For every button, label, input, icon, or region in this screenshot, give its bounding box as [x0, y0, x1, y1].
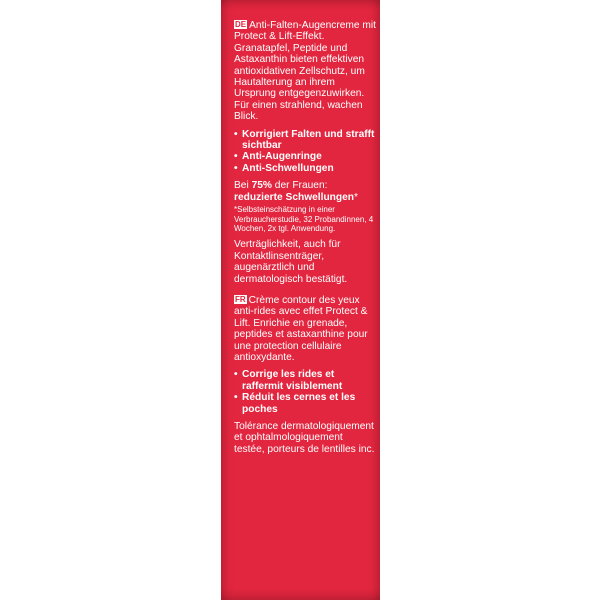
fr-benefit-item: • Corrige les rides et raffermit visiblement [234, 369, 376, 392]
de-claim [234, 180, 376, 203]
de-claim-suffix: * [354, 191, 358, 203]
panel-top-shade [221, 0, 380, 10]
de-claim-bold: reduzierte Schwellungen [234, 191, 355, 203]
de-footnote: *Selbsteinschätzung in einer Verbraucherstudie, 32 Probandinnen, 4 Wochen, 2x tgl. Anwendung. [234, 205, 374, 233]
fr-language-badge: FR [235, 294, 246, 304]
de-claim-prefix: Bei [234, 180, 252, 192]
fr-tolerance-text: Tolérance dermatologiquement et ophtalmologiquement testée, porteurs de lentilles inc. [234, 421, 375, 455]
fr-benefit-item: • Réduit les cernes et les poches [234, 392, 376, 415]
de-claim-middle: der Frauen: [271, 180, 328, 192]
de-intro-text: Anti-Falten-Augencreme mit Protect & Lift-Effekt. Granatapfel, Peptide und Astaxanthin bieten effektiven antioxidativen Zellschutz, um Hautalterung an ihrem Ursprung entgegenzuwirken. Für einen strahlend, wachen Blick. [234, 20, 376, 123]
panel-text [234, 20, 376, 461]
fr-intro-text: Crème contour des yeux anti-rides avec effet Protect & Lift. Enrichie en grenade, peptides et astaxanthine pour une protection cellulaire antioxydante. [234, 294, 368, 363]
de-intro-paragraph [234, 20, 376, 123]
de-benefits-list [234, 129, 376, 175]
fr-benefits-list [234, 369, 376, 415]
de-language-badge: DE [235, 20, 247, 29]
de-benefit-item: • Anti-Augenringe [234, 151, 376, 162]
de-benefit-item: • Korrigiert Falten und strafft sichtbar [234, 129, 376, 152]
panel-bottom-shade [221, 588, 380, 600]
fr-intro-paragraph [234, 295, 376, 363]
de-claim-percent: 75% [251, 180, 272, 192]
de-tolerance-text: Verträglichkeit, auch für Kontaktlinsenträger, augenärztlich und dermatologisch bestätigt. [234, 239, 348, 285]
de-benefit-item: • Anti-Schwellungen [234, 163, 376, 174]
